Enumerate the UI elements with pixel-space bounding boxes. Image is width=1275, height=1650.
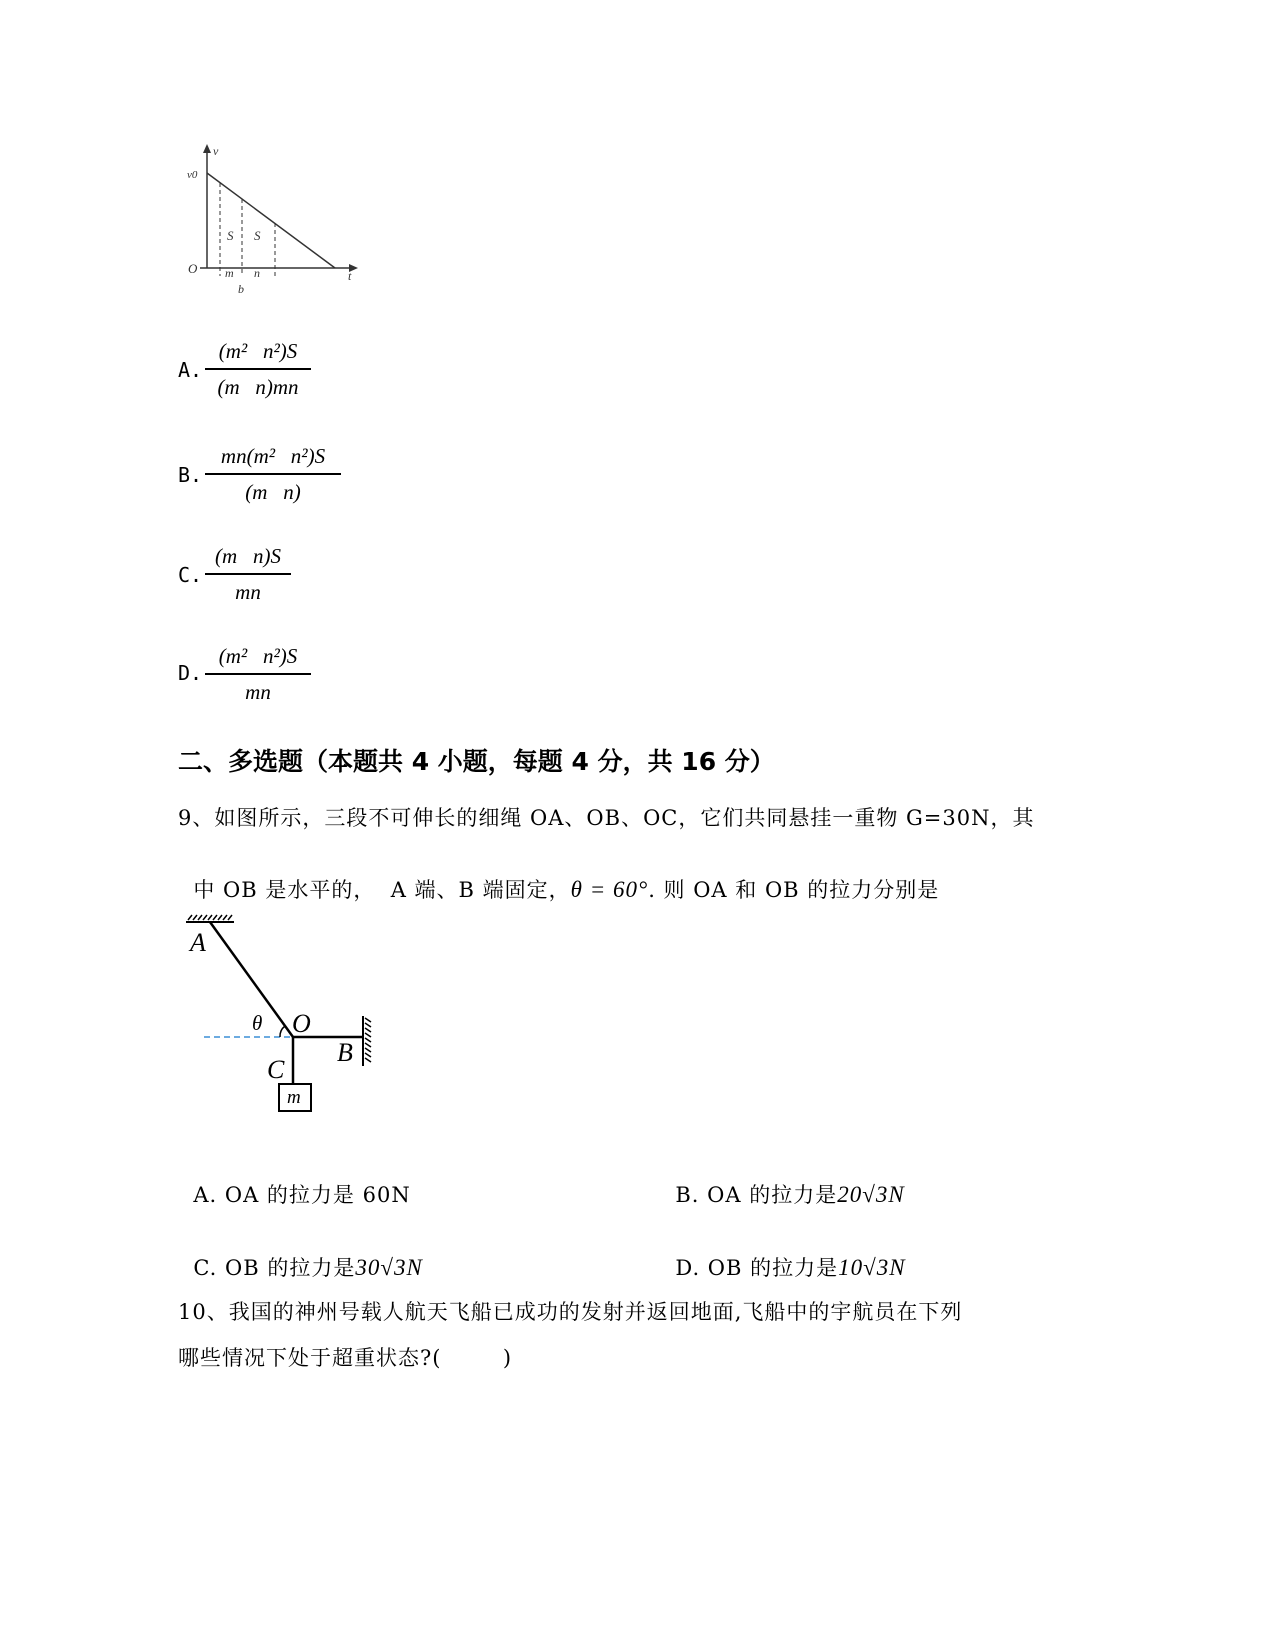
q10-line-2: 哪些情况下处于超重状态?( ) — [178, 1346, 513, 1370]
q9-option-c-math: 30√3N — [355, 1255, 423, 1280]
wall-support — [363, 1016, 371, 1066]
q8-option-c-fraction — [205, 543, 291, 605]
q8-option-c-denominator: mn — [235, 579, 261, 604]
segment-n-label: n — [254, 266, 260, 280]
q8-option-b-fraction — [205, 443, 341, 505]
point-o-label: O — [292, 1009, 311, 1038]
point-b-label: b — [238, 282, 244, 296]
section-heading: 二、多选题（本题共 4 小题，每题 4 分，共 16 分） — [178, 747, 775, 776]
q8-option-d-label: D. — [178, 661, 203, 685]
t-axis-label: t — [348, 269, 352, 283]
q9-option-d-math: 10√3N — [838, 1255, 906, 1280]
v-axis-arrow — [203, 144, 211, 153]
point-c-label: C — [267, 1055, 285, 1084]
q8-option-b-numerator: mn(m² n²)S — [220, 444, 326, 468]
area-label-1: S — [227, 228, 234, 243]
velocity-line — [207, 173, 335, 268]
vt-graph — [180, 140, 370, 300]
fraction-bar — [205, 368, 311, 370]
fraction-bar — [205, 473, 341, 475]
q8-option-a-fraction — [205, 338, 311, 400]
area-label-2: S — [254, 228, 261, 243]
q9-option-a-text: A. OA 的拉力是 60N — [193, 1183, 411, 1207]
theta-label: θ — [252, 1011, 263, 1035]
mass-label: m — [287, 1087, 301, 1108]
q9-line-1: 9、如图所示，三段不可伸长的细绳 OA、OB、OC，它们共同悬挂一重物 G=30N，其 — [178, 806, 1035, 830]
q8-option-c-label: C. — [178, 563, 203, 587]
q9-line-2-start: 中 OB 是水平的， A 端、B 端固定， — [193, 878, 571, 902]
point-a-label: A — [190, 928, 206, 957]
q9-option-c-text: C. OB 的拉力是 — [193, 1256, 356, 1280]
q9-option-d-text: D. OB 的拉力是 — [675, 1256, 839, 1280]
q8-option-b-denominator: (m n) — [245, 479, 301, 504]
fraction-bar — [205, 673, 311, 675]
v0-label: v0 — [187, 169, 198, 181]
q9-line-2 — [178, 850, 939, 904]
q8-option-c-numerator: (m n)S — [215, 544, 281, 568]
segment-m-label: m — [225, 266, 234, 280]
q8-option-a-denominator: (m n)mn — [217, 374, 299, 399]
theta-angle-arc — [280, 1026, 285, 1037]
origin-label: O — [188, 261, 198, 276]
q8-option-d-numerator: (m² n²)S — [218, 644, 298, 668]
v-axis-label: v — [213, 144, 219, 158]
q8-option-d-fraction — [205, 643, 311, 705]
q9-theta-value: θ = 60° — [570, 877, 649, 902]
q9-option-a — [178, 1155, 411, 1209]
fraction-bar — [205, 573, 291, 575]
q9-option-c — [178, 1228, 423, 1282]
q10-line-1: 10、我国的神州号载人航天飞船已成功的发射并返回地面,飞船中的宇航员在下列 — [178, 1300, 963, 1324]
q8-option-b-label: B. — [178, 463, 203, 487]
q9-option-b-text: B. OA 的拉力是 — [675, 1183, 838, 1207]
q9-option-b — [660, 1155, 905, 1209]
q8-option-d-denominator: mn — [245, 679, 271, 704]
rope-diagram — [180, 910, 390, 1120]
point-b-label: B — [337, 1038, 353, 1067]
q9-option-d — [660, 1228, 906, 1282]
q8-option-a-numerator: (m² n²)S — [218, 339, 298, 363]
q8-option-a-label: A. — [178, 358, 203, 382]
ceiling-support — [186, 915, 234, 922]
q9-option-b-math: 20√3N — [837, 1182, 905, 1207]
q9-line-2-end: . 则 OA 和 OB 的拉力分别是 — [648, 878, 940, 902]
